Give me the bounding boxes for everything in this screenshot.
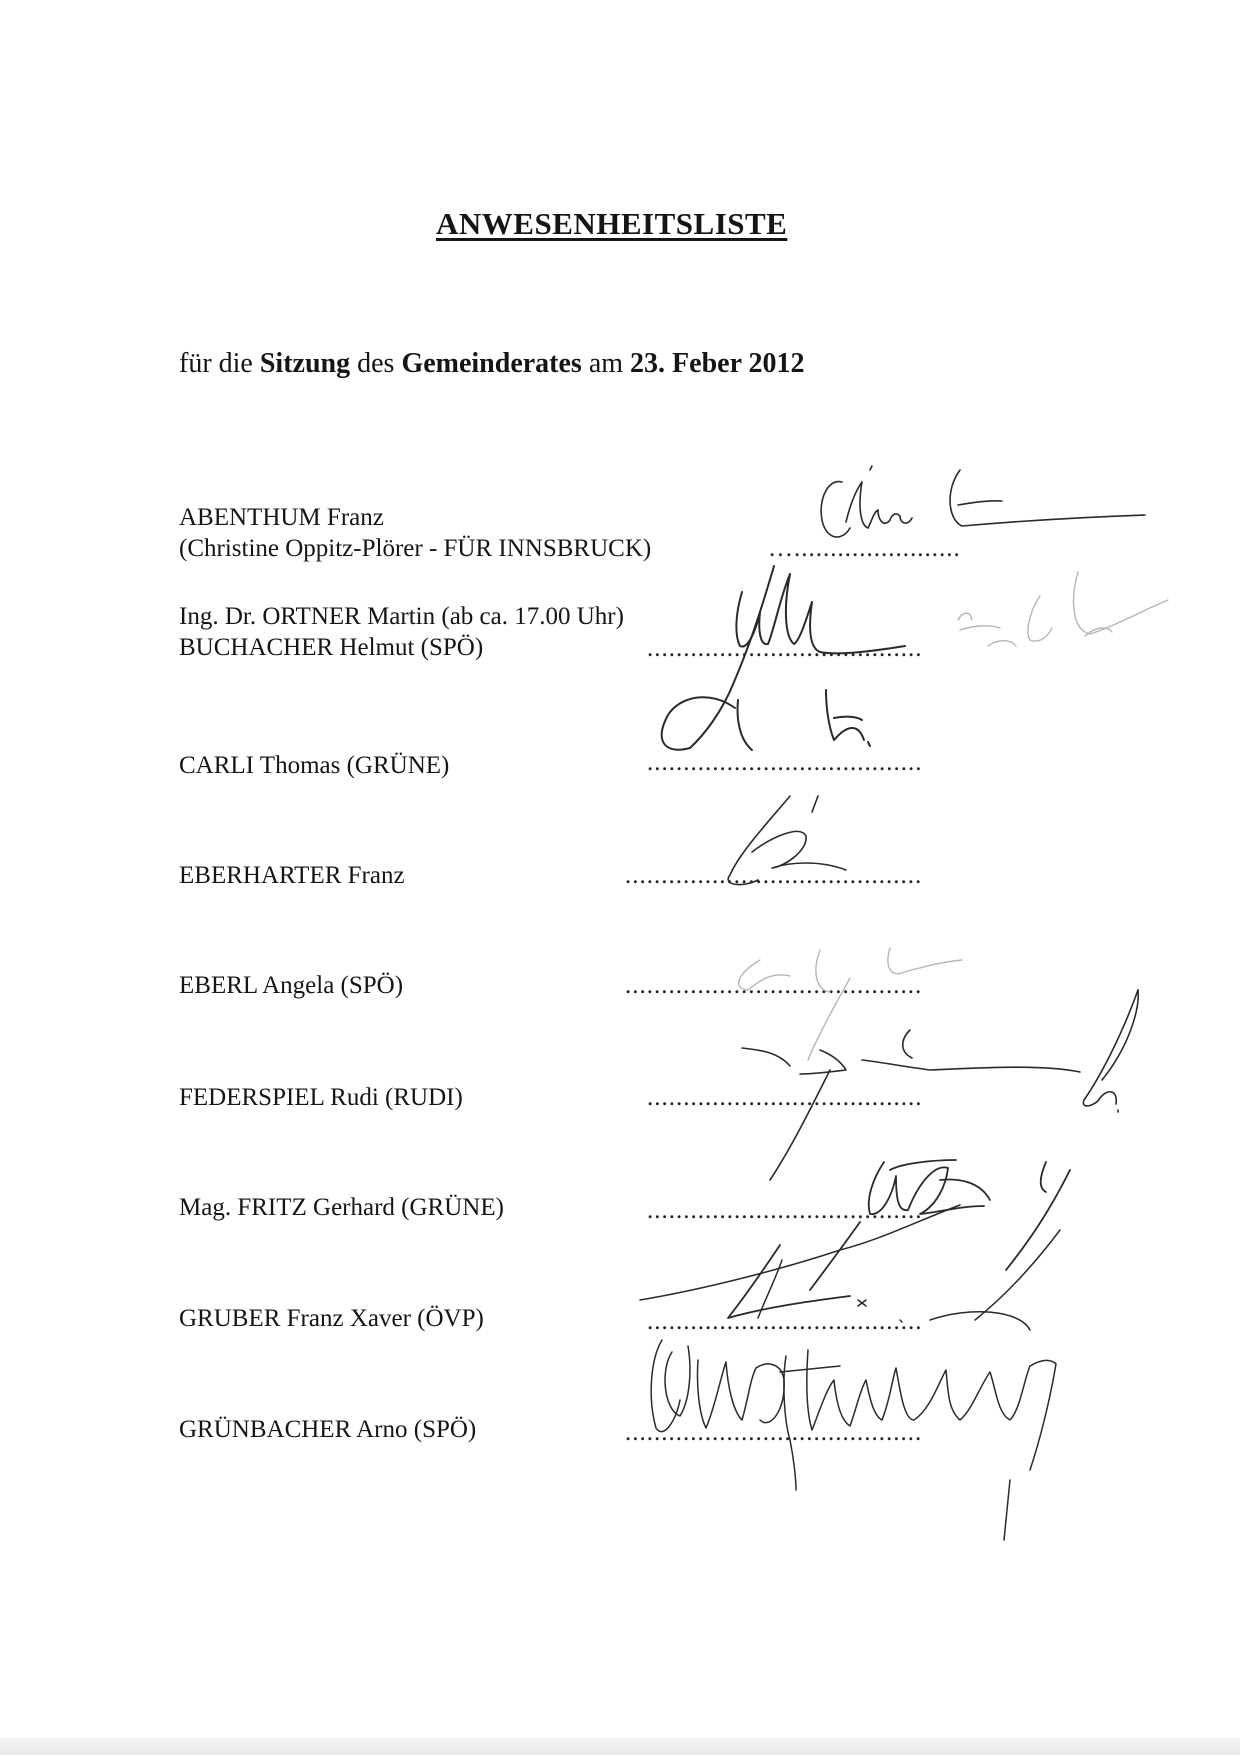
signature-line: ...................................... <box>647 1197 923 1224</box>
subtitle-des: des <box>357 348 395 379</box>
signature-line: ...................................... <box>647 1308 923 1335</box>
attendee-name: GRÜNBACHER Arno (SPÖ) <box>179 1416 477 1443</box>
attendee-entry-gruber <box>179 1303 484 1334</box>
attendee-representative: (Christine Oppitz-Plörer - FÜR INNSBRUCK) <box>179 535 652 562</box>
attendee-entry-gruenbacher <box>179 1414 476 1445</box>
signature-oppitz-ploerer <box>821 466 1145 537</box>
subtitle-prefix: für die <box>179 348 253 379</box>
signature-line: ......................................... <box>625 862 923 889</box>
subtitle-gemeinderat: Gemeinderates <box>401 348 582 379</box>
scan-edge <box>0 1738 1240 1755</box>
meeting-date: 23. Feber 2012 <box>630 348 805 379</box>
attendee-entry-abenthum <box>179 502 651 564</box>
signature-line: ......................................... <box>625 1419 923 1446</box>
meeting-subtitle <box>179 348 805 380</box>
attendee-entry-eberharter <box>179 860 405 891</box>
signature-eberl <box>739 948 962 1060</box>
attendee-entry-federspiel <box>179 1082 463 1113</box>
signature-line: ...................................... <box>647 749 923 776</box>
attendee-name: GRUBER Franz Xaver (ÖVP) <box>179 1305 484 1332</box>
attendee-entry-carli <box>179 750 449 781</box>
signature-fritz <box>728 1160 1070 1318</box>
attendee-name: EBERHARTER Franz <box>179 862 405 889</box>
signature-line: ...................................... <box>647 1084 923 1111</box>
attendee-name: FEDERSPIEL Rudi (RUDI) <box>179 1084 463 1111</box>
signature-line: ...................................... <box>647 635 923 662</box>
attendee-entry-eberl <box>179 970 403 1001</box>
attendee-name: Ing. Dr. ORTNER Martin (ab ca. 17.00 Uhr) <box>179 603 624 630</box>
attendee-name: Mag. FRITZ Gerhard (GRÜNE) <box>179 1194 504 1221</box>
signature-buchacher <box>958 572 1168 646</box>
document-title: ANWESENHEITSLISTE <box>436 206 788 241</box>
subtitle-sitzung: Sitzung <box>259 348 351 379</box>
attendee-name-second: BUCHACHER Helmut (SPÖ) <box>179 634 484 661</box>
attendee-entry-fritz <box>179 1192 504 1223</box>
attendee-entry-ortner-buchacher <box>179 601 624 663</box>
subtitle-am: am <box>588 348 624 379</box>
signature-line: ......................................... <box>625 972 923 999</box>
attendee-name: EBERL Angela (SPÖ) <box>179 972 404 999</box>
signature-line: …....................... <box>768 535 961 562</box>
attendee-name: ABENTHUM Franz <box>179 504 384 531</box>
attendee-name: CARLI Thomas (GRÜNE) <box>179 752 450 779</box>
